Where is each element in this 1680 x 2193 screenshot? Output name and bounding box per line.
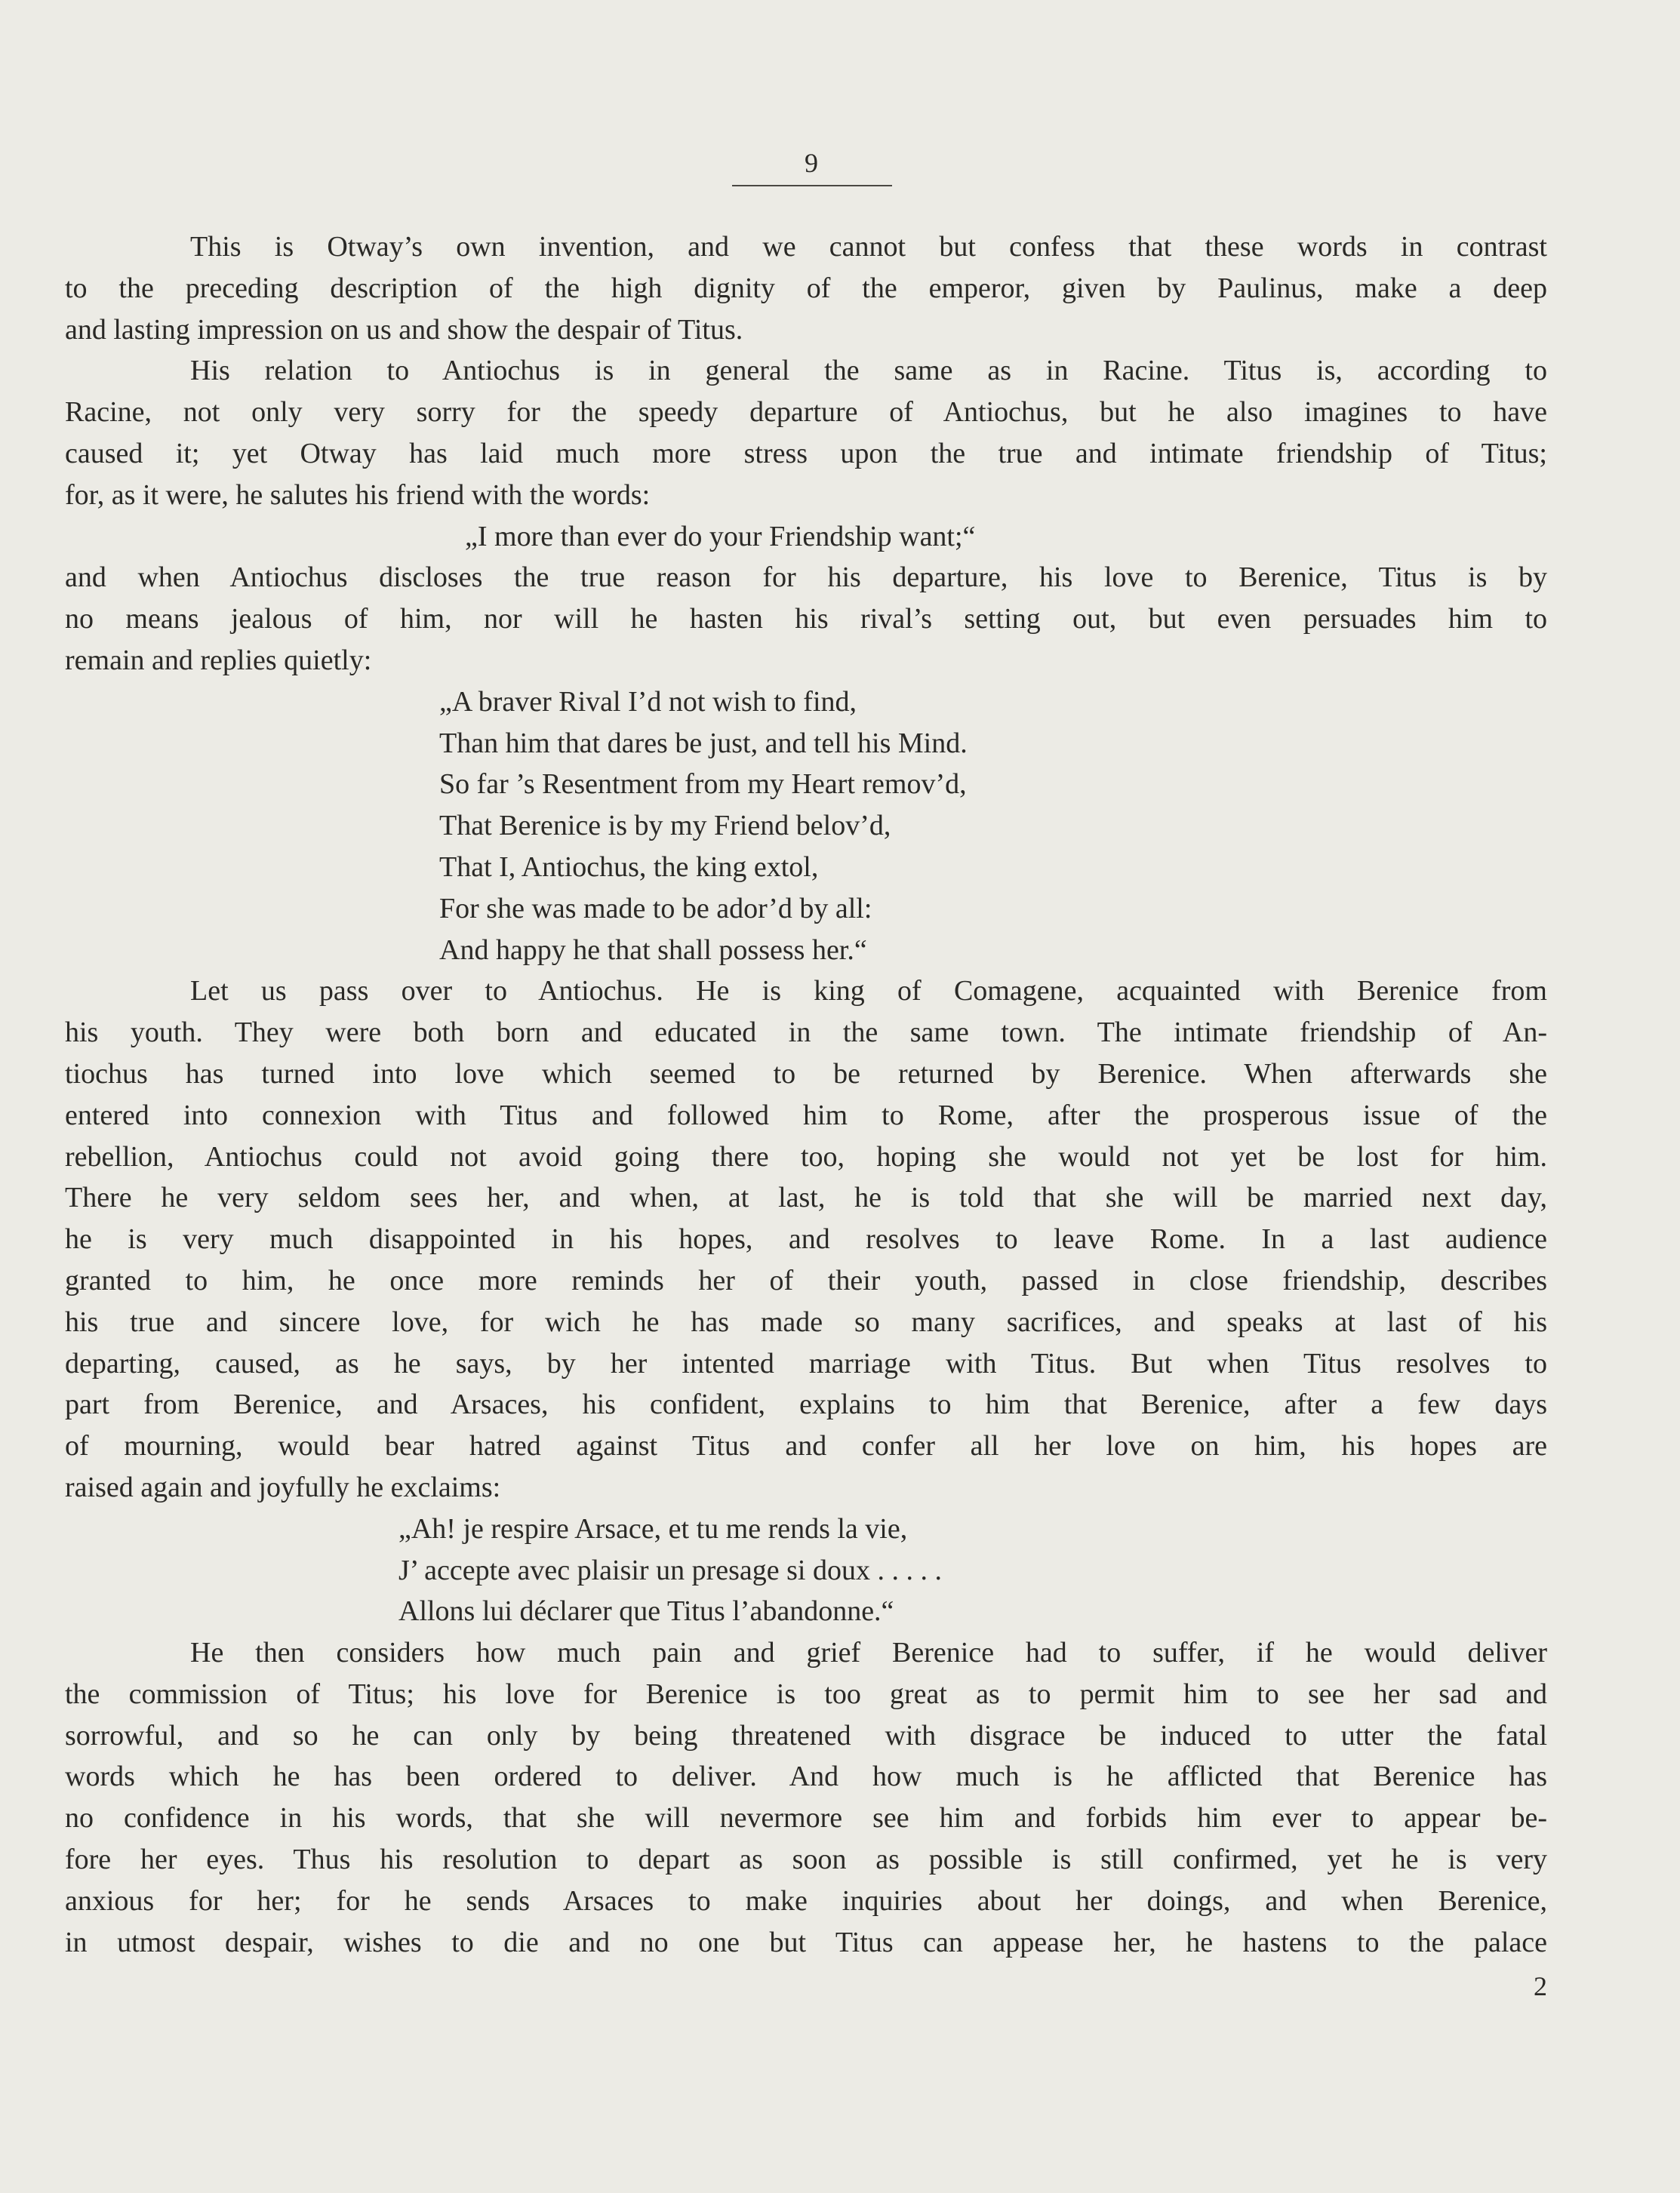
text-line: departing, caused, as he says, by her intented marriage with Titus. But when Titus resolves to	[65, 1347, 1547, 1379]
quote-line: So far ’s Resentment from my Heart remov’d,	[439, 768, 967, 801]
text-line: of mourning, would bear hatred against Titus and confer all her love on him, his hopes are	[65, 1430, 1547, 1463]
text-line: his true and sincere love, for wich he has made so many sacrifices, and speaks at last of his	[65, 1306, 1547, 1338]
text-line: no means jealous of him, nor will he hasten his rival’s setting out, but even persuades him to	[65, 603, 1547, 635]
text-line: part from Berenice, and Arsaces, his confident, explains to him that Berenice, after a few days	[65, 1389, 1547, 1421]
text-line: to the preceding description of the high dignity of the emperor, given by Paulinus, make a deep	[65, 272, 1547, 304]
text-line: rebellion, Antiochus could not avoid going there too, hoping she would not yet be lost for him.	[65, 1140, 1547, 1173]
text-line: raised again and joyfully he exclaims:	[65, 1471, 501, 1503]
text-line: He then considers how much pain and grief Berenice had to suffer, if he would deliver	[190, 1637, 1547, 1669]
quote-line: Allons lui déclarer que Titus l’abandonne.“	[398, 1595, 894, 1628]
text-line: There he very seldom sees her, and when, at last, he is told that she will be married next day,	[65, 1182, 1547, 1214]
quote-line: „Ah! je respire Arsace, et tu me rends la vie,	[398, 1512, 908, 1545]
page-number: 9	[805, 148, 818, 178]
quote-line: For she was made to be ador’d by all:	[439, 892, 872, 924]
text-line: sorrowful, and so he can only by being threatened with disgrace be induced to utter the fatal	[65, 1719, 1547, 1752]
text-line: for, as it were, he salutes his friend with the words:	[65, 478, 651, 511]
text-line: and lasting impression on us and show the despair of Titus.	[65, 313, 743, 346]
quote-line: Than him that dares be just, and tell his Mind.	[439, 727, 968, 759]
text-line: the commission of Titus; his love for Berenice is too great as to permit him to see her sad and	[65, 1678, 1547, 1710]
text-line: Let us pass over to Antiochus. He is king of Comagene, acquainted with Berenice from	[190, 975, 1547, 1007]
text-line: anxious for her; for he sends Arsaces to make inquiries about her doings, and when Berenice,	[65, 1884, 1547, 1917]
text-line: Racine, not only very sorry for the speedy departure of Antiochus, but he also imagines to have	[65, 396, 1547, 429]
text-line: and when Antiochus discloses the true reason for his departure, his love to Berenice, Titus is by	[65, 561, 1547, 594]
quote-line: „I more than ever do your Friendship want;“	[465, 520, 976, 552]
text-line: caused it; yet Otway has laid much more stress upon the true and intimate friendship of Titus;	[65, 437, 1547, 469]
text-line: words which he has been ordered to deliver. And how much is he afflicted that Berenice has	[65, 1761, 1547, 1793]
text-line: remain and replies quietly:	[65, 644, 372, 676]
quote-line: That Berenice is by my Friend belov’d,	[439, 810, 891, 842]
text-line: entered into connexion with Titus and followed him to Rome, after the prosperous issue of the	[65, 1099, 1547, 1131]
text-line: This is Otway’s own invention, and we cannot but confess that these words in contrast	[190, 231, 1547, 263]
text-line: granted to him, he once more reminds her of their youth, passed in close friendship, describes	[65, 1264, 1547, 1296]
text-line: no confidence in his words, that she will nevermore see him and forbids him ever to appear be-	[65, 1802, 1547, 1835]
text-line: fore her eyes. Thus his resolution to depart as soon as possible is still confirmed, yet he is very	[65, 1844, 1547, 1876]
quote-line: „A braver Rival I’d not wish to find,	[439, 685, 857, 718]
quote-line: And happy he that shall possess her.“	[439, 933, 867, 966]
quote-line: J’ accepte avec plaisir un presage si doux . . . . .	[398, 1554, 942, 1586]
text-line: his youth. They were both born and educated in the same town. The intimate friendship of An-	[65, 1017, 1547, 1049]
text-line: in utmost despair, wishes to die and no one but Titus can appease her, he hastens to the palace	[65, 1926, 1547, 1958]
signature-mark: 2	[1534, 1971, 1547, 2001]
body-text	[65, 226, 1547, 1963]
text-line: His relation to Antiochus is in general the same as in Racine. Titus is, according to	[190, 355, 1547, 387]
text-line: he is very much disappointed in his hopes, and resolves to leave Rome. In a last audience	[65, 1223, 1547, 1256]
text-line: tiochus has turned into love which seemed to be returned by Berenice. When afterwards she	[65, 1057, 1547, 1090]
quote-line: That I, Antiochus, the king extol,	[439, 850, 819, 883]
header-rule	[732, 185, 892, 186]
